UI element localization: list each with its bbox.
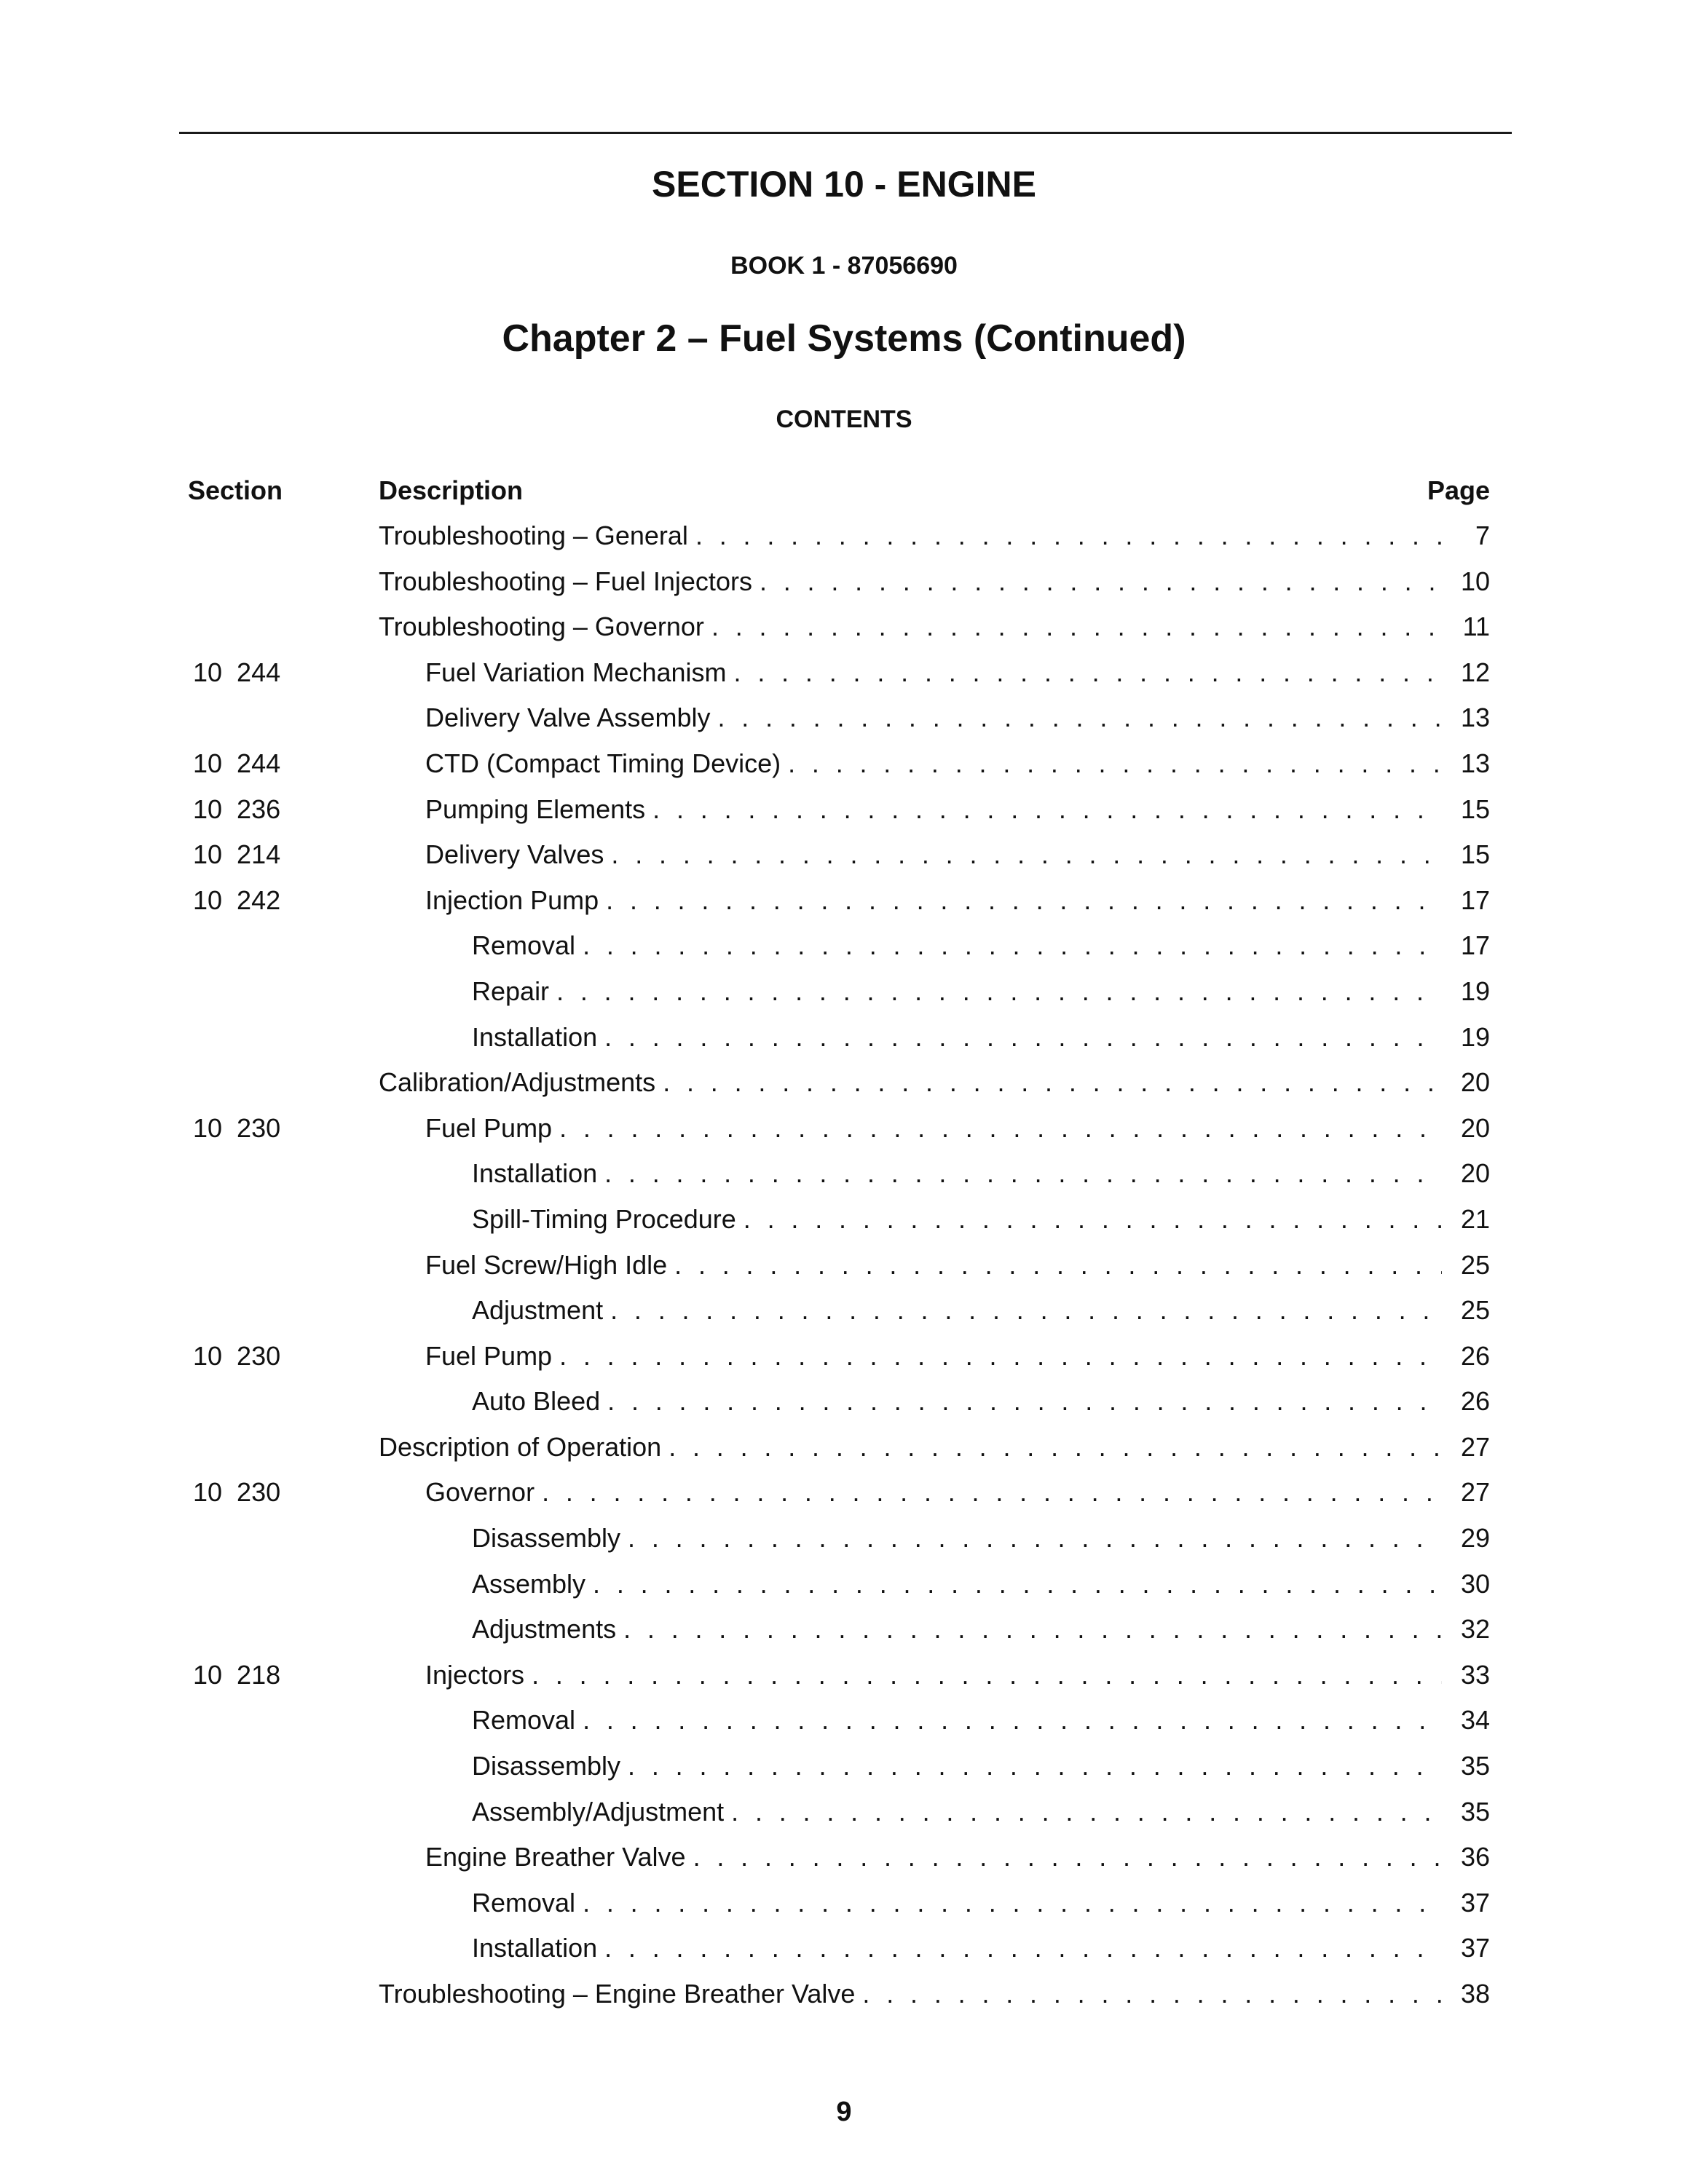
toc-section-code: 10 236 — [193, 794, 281, 824]
toc-row — [0, 1201, 1688, 1247]
dot-leader — [556, 973, 1442, 1010]
dot-leader — [862, 1976, 1442, 2012]
toc-description: Disassembly — [472, 1523, 621, 1554]
dot-leader — [711, 609, 1442, 645]
toc-description: Assembly/Adjustment — [472, 1796, 725, 1827]
toc-page-number: 37 — [1460, 1933, 1490, 1963]
toc-section-code: 10 242 — [193, 885, 281, 915]
toc-row — [0, 1429, 1688, 1475]
dot-leader — [532, 1657, 1442, 1693]
toc-page-number: 17 — [1460, 885, 1490, 915]
toc-entry — [472, 1155, 1490, 1192]
toc-row — [0, 1019, 1688, 1065]
dot-leader — [695, 518, 1442, 554]
contents-title: CONTENTS — [776, 405, 912, 433]
toc-row — [0, 1064, 1688, 1110]
toc-row — [0, 1702, 1688, 1748]
toc-section-code: 10 230 — [193, 1340, 281, 1371]
toc-page-number: 13 — [1460, 703, 1490, 733]
dot-leader — [628, 1748, 1442, 1784]
toc-row — [0, 1794, 1688, 1840]
dot-leader — [788, 745, 1442, 782]
toc-row — [0, 1474, 1688, 1520]
toc-description: Injectors — [425, 1659, 525, 1690]
toc-page-number: 27 — [1460, 1477, 1490, 1508]
toc-row — [0, 1520, 1688, 1566]
toc-entry — [425, 882, 1490, 919]
toc-page-number: 17 — [1460, 930, 1490, 961]
dot-leader — [559, 1110, 1442, 1147]
toc-page-number: 21 — [1460, 1203, 1490, 1234]
toc-description: Delivery Valve Assembly — [425, 703, 711, 733]
toc-entry — [472, 1794, 1490, 1830]
toc-row — [0, 1110, 1688, 1156]
toc-row — [0, 518, 1688, 563]
toc-row — [0, 609, 1688, 654]
toc-description: Removal — [472, 1887, 576, 1918]
toc-entry — [379, 1429, 1490, 1465]
toc-description: Governor — [425, 1477, 535, 1508]
toc-entry — [425, 1247, 1490, 1283]
toc-page-number: 33 — [1460, 1659, 1490, 1690]
toc-page-number: 19 — [1460, 1021, 1490, 1052]
toc-row — [0, 700, 1688, 745]
toc-description: Troubleshooting – Engine Breather Valve — [379, 1979, 856, 2009]
toc-description: Spill-Timing Procedure — [472, 1203, 736, 1234]
toc-entry — [472, 1383, 1490, 1420]
toc-entry — [472, 927, 1490, 964]
toc-section-code: 10 230 — [193, 1112, 281, 1143]
toc-page-number: 25 — [1460, 1295, 1490, 1326]
dot-leader — [559, 1338, 1442, 1374]
toc-entry — [425, 836, 1490, 873]
dot-leader — [610, 1292, 1442, 1329]
toc-row — [0, 882, 1688, 928]
toc-entry — [472, 1748, 1490, 1784]
toc-page-number: 26 — [1460, 1386, 1490, 1417]
toc-page-number: 7 — [1475, 521, 1490, 550]
dot-leader — [623, 1611, 1442, 1647]
toc-row — [0, 563, 1688, 609]
dot-leader — [628, 1520, 1442, 1556]
book-title: BOOK 1 - 87056690 — [730, 252, 958, 280]
toc-row — [0, 654, 1688, 700]
toc-page-number: 11 — [1462, 612, 1490, 642]
toc-row — [0, 1930, 1688, 1976]
toc-description: Pumping Elements — [425, 794, 646, 824]
toc-section-code: 10 214 — [193, 839, 281, 870]
toc-entry — [472, 973, 1490, 1010]
toc-row — [0, 1292, 1688, 1338]
toc-row — [0, 1338, 1688, 1384]
dot-leader — [652, 791, 1442, 828]
toc-row — [0, 1383, 1688, 1429]
toc-page-number: 34 — [1460, 1705, 1490, 1736]
toc-entry — [472, 1566, 1490, 1602]
toc-page-number: 35 — [1460, 1796, 1490, 1827]
dot-leader — [760, 563, 1442, 600]
toc-description: Removal — [472, 930, 576, 961]
dot-leader — [583, 1885, 1442, 1921]
toc-section-code: 10 230 — [193, 1477, 281, 1508]
toc-description: Troubleshooting – Governor — [379, 612, 704, 642]
toc-description: Fuel Variation Mechanism — [425, 657, 727, 687]
toc-page-number: 25 — [1460, 1249, 1490, 1280]
toc-entry — [472, 1520, 1490, 1556]
toc-entry — [425, 1110, 1490, 1147]
toc-row — [0, 1611, 1688, 1657]
toc-page-number: 32 — [1460, 1614, 1490, 1645]
toc-description: Engine Breather Valve — [425, 1842, 686, 1872]
toc-page-number: 37 — [1460, 1887, 1490, 1918]
toc-page-number: 10 — [1460, 566, 1490, 596]
toc-description: Injection Pump — [425, 885, 599, 915]
dot-leader — [693, 1839, 1442, 1875]
toc-page-number: 38 — [1460, 1979, 1490, 2009]
toc-description: Fuel Screw/High Idle — [425, 1249, 668, 1280]
toc-page-number: 12 — [1460, 657, 1490, 687]
dot-leader — [583, 927, 1442, 964]
toc-row — [0, 1839, 1688, 1885]
toc-row — [0, 1748, 1688, 1794]
toc-section-code: 10 244 — [193, 657, 281, 687]
toc-description: Assembly — [472, 1568, 586, 1599]
toc-row — [0, 1566, 1688, 1612]
toc-entry — [379, 1064, 1490, 1101]
toc-description: Fuel Pump — [425, 1112, 553, 1143]
toc-page-number: 30 — [1460, 1568, 1490, 1599]
toc-row — [0, 1155, 1688, 1201]
toc-description: Description of Operation — [379, 1431, 662, 1462]
toc-entry — [379, 518, 1490, 554]
toc-description: Removal — [472, 1705, 576, 1736]
toc-description: Calibration/Adjustments — [379, 1067, 656, 1098]
toc-description: CTD (Compact Timing Device) — [425, 748, 781, 778]
toc-entry — [379, 563, 1490, 600]
toc-page-number: 13 — [1460, 748, 1490, 778]
toc-row — [0, 836, 1688, 882]
toc-entry — [425, 745, 1490, 782]
dot-leader — [744, 1201, 1442, 1238]
dot-leader — [674, 1247, 1442, 1283]
toc-description: Installation — [472, 1933, 598, 1963]
toc-page-number: 35 — [1460, 1751, 1490, 1781]
toc-entry — [425, 1474, 1490, 1511]
toc-entry — [425, 791, 1490, 828]
toc-row — [0, 973, 1688, 1019]
toc-entry — [379, 1976, 1490, 2012]
toc-row — [0, 1247, 1688, 1293]
dot-leader — [734, 654, 1442, 691]
toc-description: Repair — [472, 976, 550, 1006]
toc-page-number: 15 — [1460, 794, 1490, 824]
toc-entry — [472, 1702, 1490, 1738]
toc-description: Adjustments — [472, 1614, 617, 1645]
dot-leader — [607, 1383, 1442, 1420]
toc-entry — [425, 654, 1490, 691]
dot-leader — [593, 1566, 1442, 1602]
toc-row — [0, 745, 1688, 791]
dot-leader — [717, 700, 1442, 736]
toc-entry — [425, 700, 1490, 736]
dot-leader — [542, 1474, 1442, 1511]
toc-page-number: 27 — [1460, 1431, 1490, 1462]
toc-section-code: 10 218 — [193, 1659, 281, 1690]
toc-page-number: 36 — [1460, 1842, 1490, 1872]
dot-leader — [604, 1019, 1442, 1056]
toc-entry — [472, 1611, 1490, 1647]
toc-entry — [379, 609, 1490, 645]
page-number: 9 — [836, 2097, 852, 2127]
column-header-page: Page — [1427, 475, 1490, 505]
toc-entry — [472, 1019, 1490, 1056]
toc-row — [0, 791, 1688, 837]
dot-leader — [604, 1155, 1442, 1192]
column-header-description: Description — [379, 475, 524, 505]
dot-leader — [731, 1794, 1442, 1830]
toc-entry — [472, 1885, 1490, 1921]
toc-row — [0, 1885, 1688, 1931]
toc-page-number: 26 — [1460, 1340, 1490, 1371]
toc-description: Installation — [472, 1021, 598, 1052]
toc-page-number: 20 — [1460, 1112, 1490, 1143]
header-rule — [179, 132, 1512, 134]
section-title: SECTION 10 - ENGINE — [652, 164, 1036, 205]
toc-description: Fuel Pump — [425, 1340, 553, 1371]
toc-entry — [472, 1292, 1490, 1329]
dot-leader — [606, 882, 1442, 919]
toc-description: Auto Bleed — [472, 1386, 601, 1417]
toc-entry — [425, 1839, 1490, 1875]
dot-leader — [604, 1930, 1442, 1966]
toc-description: Disassembly — [472, 1751, 621, 1781]
table-of-contents — [0, 518, 1688, 2022]
toc-entry — [472, 1201, 1490, 1238]
dot-leader — [669, 1429, 1442, 1465]
chapter-title: Chapter 2 – Fuel Systems (Continued) — [502, 317, 1186, 360]
toc-row — [0, 1976, 1688, 2022]
toc-row — [0, 1657, 1688, 1703]
toc-page-number: 29 — [1460, 1523, 1490, 1554]
toc-page-number: 20 — [1460, 1067, 1490, 1098]
toc-description: Troubleshooting – General — [379, 521, 688, 550]
toc-description: Installation — [472, 1158, 598, 1189]
dot-leader — [583, 1702, 1442, 1738]
toc-row — [0, 927, 1688, 973]
toc-entry — [472, 1930, 1490, 1966]
toc-description: Delivery Valves — [425, 839, 604, 870]
toc-description: Troubleshooting – Fuel Injectors — [379, 566, 752, 596]
toc-page-number: 15 — [1460, 839, 1490, 870]
dot-leader — [611, 836, 1442, 873]
toc-entry — [425, 1657, 1490, 1693]
toc-page-number: 19 — [1460, 976, 1490, 1006]
toc-page-number: 20 — [1460, 1158, 1490, 1189]
toc-section-code: 10 244 — [193, 748, 281, 778]
column-header-section: Section — [188, 475, 283, 505]
toc-description: Adjustment — [472, 1295, 604, 1326]
dot-leader — [663, 1064, 1442, 1101]
toc-entry — [425, 1338, 1490, 1374]
